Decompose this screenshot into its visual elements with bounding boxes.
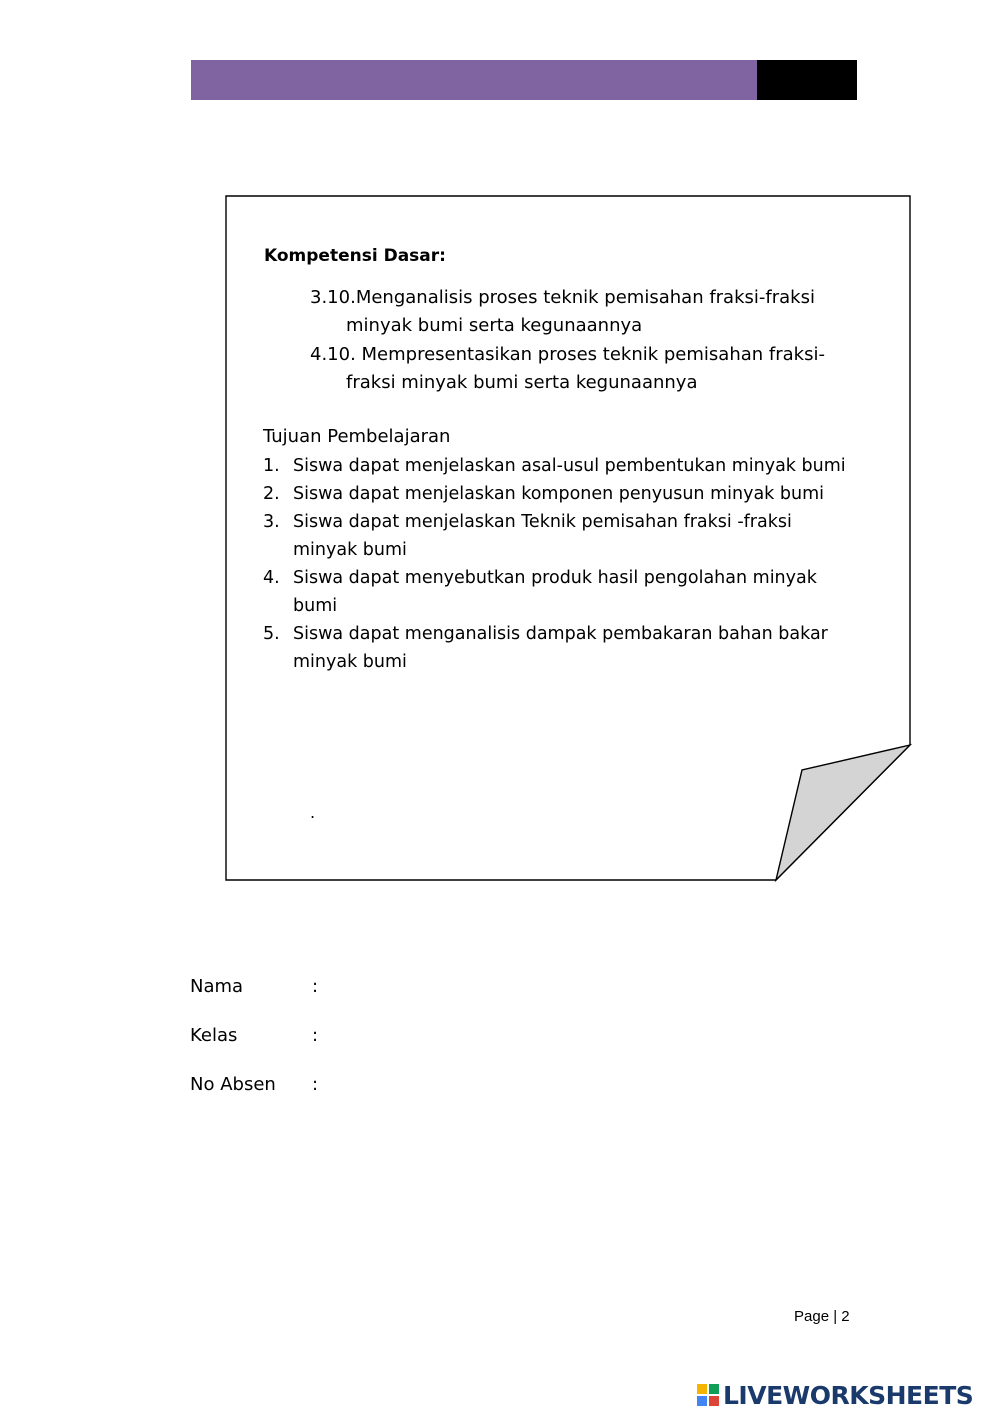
tp-item-text: Siswa dapat menjelaskan Teknik pemisahan fraksi -fraksi minyak bumi [293,512,792,560]
kd-item-number: 4.10. [310,344,362,365]
tp-item [263,452,883,480]
field-label: Kelas [190,1025,238,1046]
field-nama [190,976,318,997]
field-kelas [190,1025,318,1046]
kd-title: Kompetensi Dasar: [264,246,446,266]
tp-item-text: Siswa dapat menyebutkan produk hasil pengolahan minyak bumi [293,568,817,616]
tp-title: Tujuan Pembelajaran [263,426,451,447]
field-separator: : [312,1025,319,1046]
tp-item-text: Siswa dapat menjelaskan asal-usul pembentukan minyak bumi [293,456,846,476]
tp-item [263,480,883,508]
tp-item-index: 1. [263,456,280,476]
tp-item [263,564,883,620]
kd-item-text: Menganalisis proses teknik pemisahan fraksi-fraksi [355,287,815,308]
kd-item-continuation: minyak bumi serta kegunaannya [346,315,643,336]
liveworksheets-logo [697,1380,973,1410]
kd-item-number: 3.10. [310,287,356,308]
tp-item-index: 3. [263,512,280,532]
field-label: Nama [190,976,244,997]
page-number: Page | 2 [794,1308,850,1325]
field-no-absen [190,1074,318,1095]
tp-item-index: 5. [263,624,280,644]
field-separator: : [312,976,319,997]
liveworksheets-wordmark: LIVEWORKSHEETS [723,1380,974,1410]
tp-item [263,620,883,676]
tp-item-text: Siswa dapat menganalisis dampak pembakaran bahan bakar minyak bumi [293,624,828,672]
field-separator: : [312,1074,319,1095]
field-label: No Absen [190,1074,276,1095]
tp-list [263,452,883,676]
kd-item [310,341,850,397]
liveworksheets-icon [697,1384,719,1406]
tp-item-text: Siswa dapat menjelaskan komponen penyusun minyak bumi [293,484,824,504]
kd-item [310,284,850,340]
tp-item [263,508,883,564]
kd-item-text: Mempresentasikan proses teknik pemisahan fraksi- [361,344,825,365]
kd-item-continuation: fraksi minyak bumi serta kegunaannya [346,372,698,393]
tp-item-index: 2. [263,484,280,504]
tp-item-index: 4. [263,568,280,588]
trailing-dot: . [310,803,316,822]
